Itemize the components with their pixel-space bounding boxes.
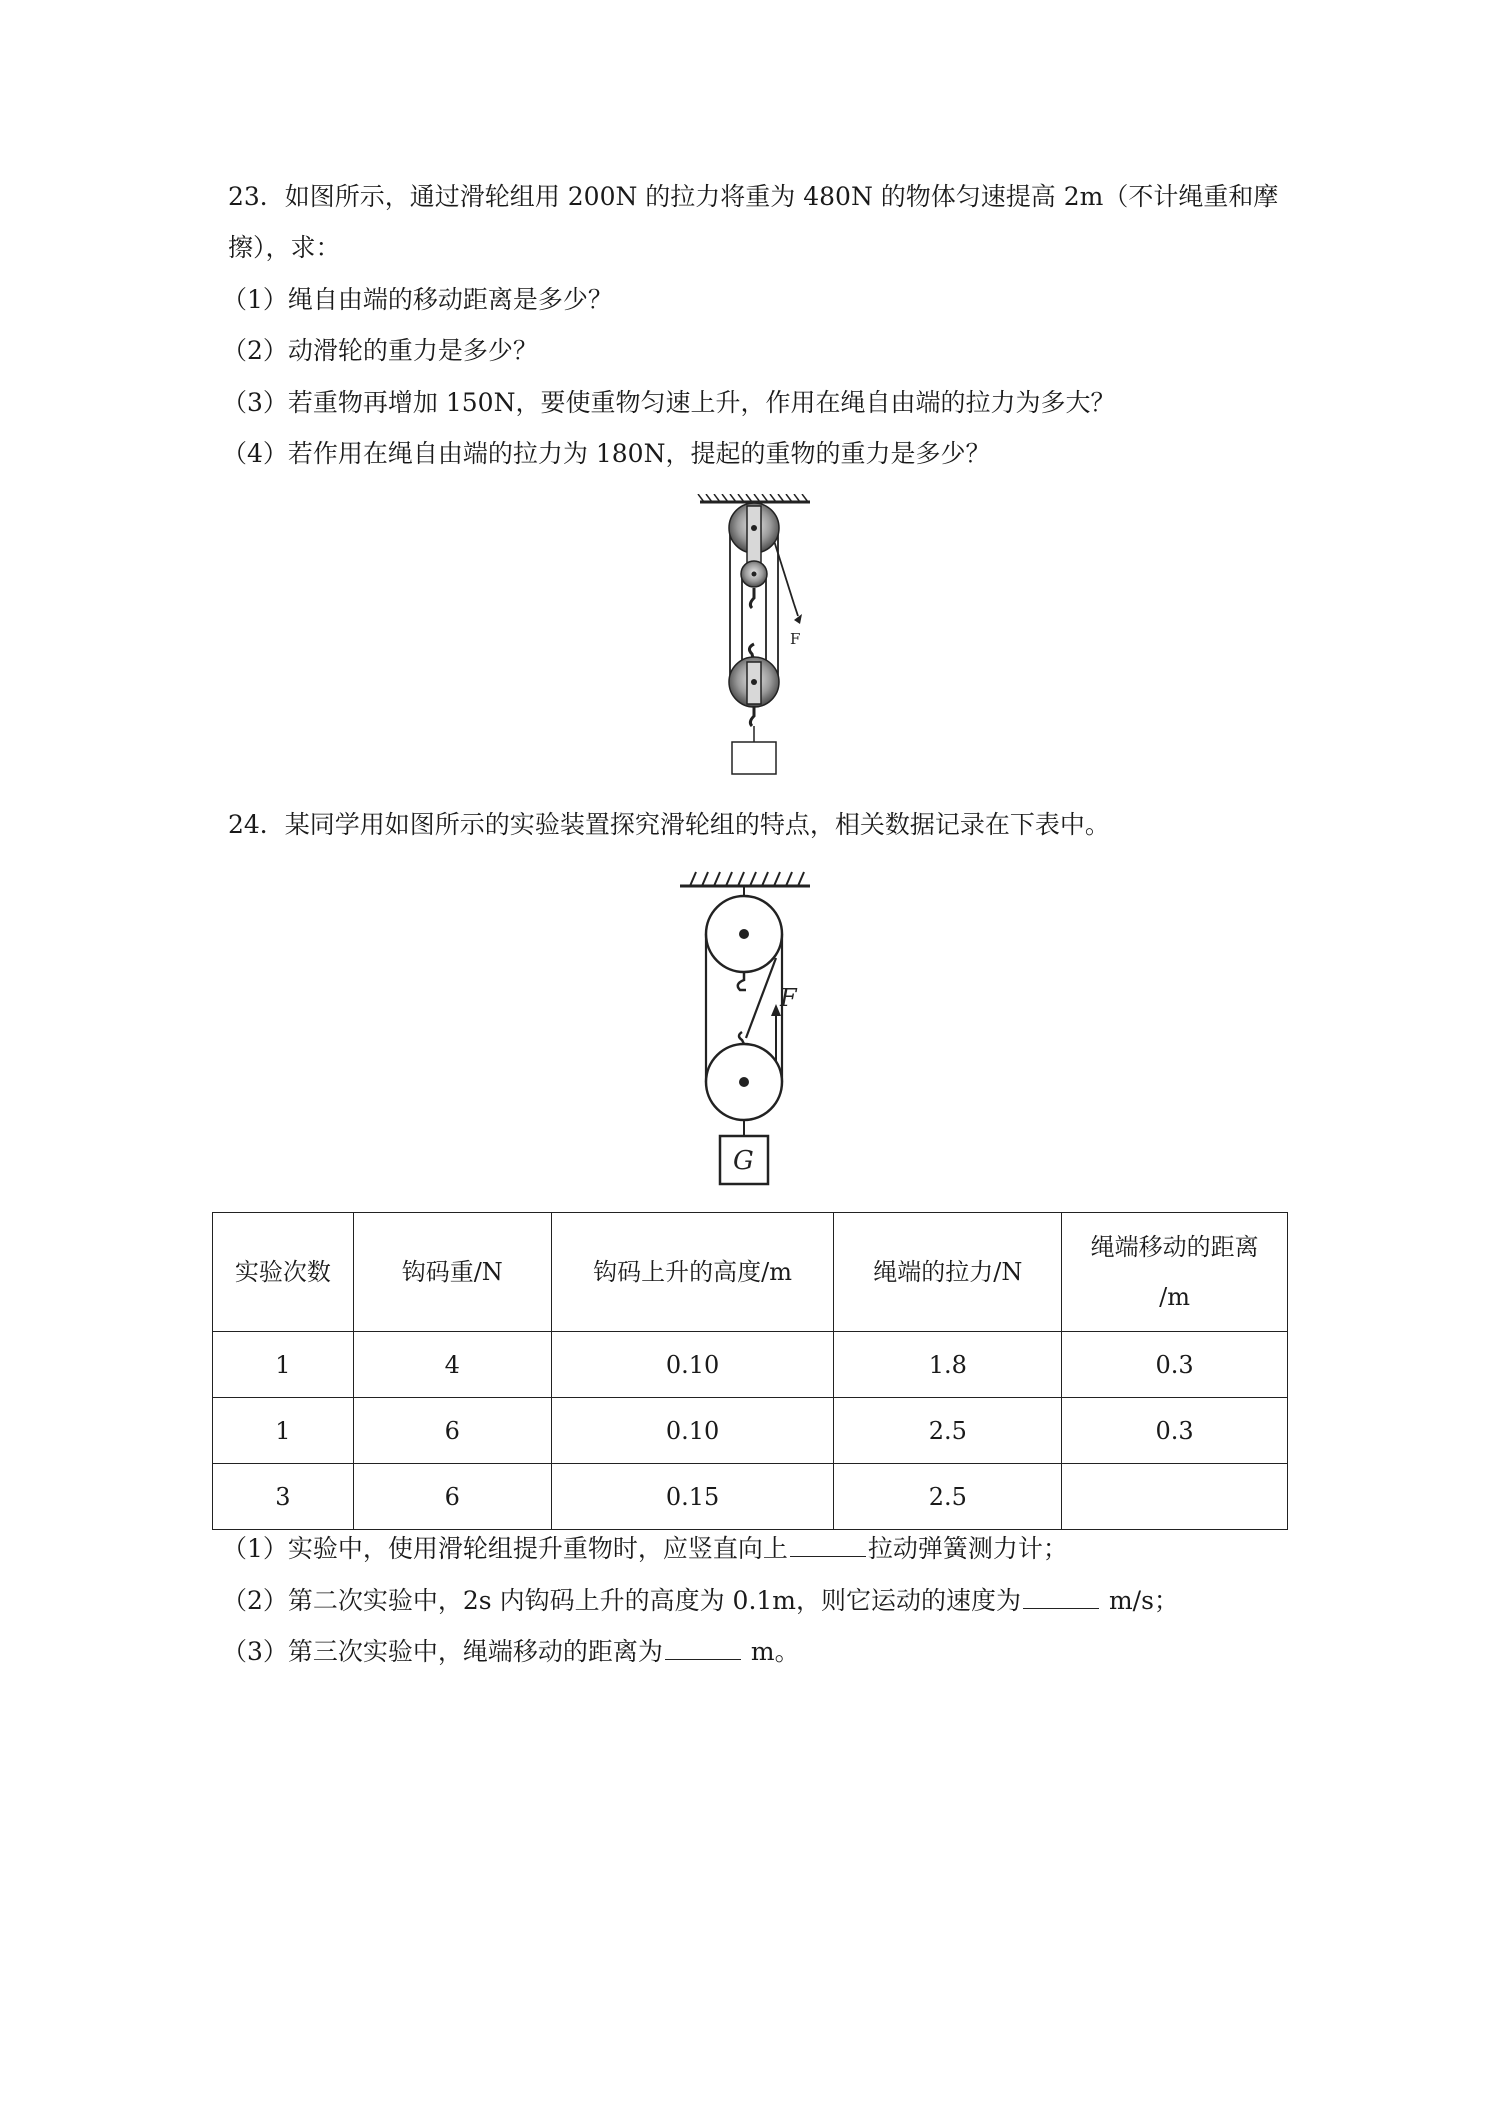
table-cell: 0.3 bbox=[1062, 1398, 1288, 1464]
table-header-row bbox=[213, 1213, 1288, 1332]
q23-part-4: （4）若作用在绳自由端的拉力为 180N，提起的重物的重力是多少？ bbox=[222, 439, 991, 468]
header-height: 钩码上升的高度/m bbox=[551, 1213, 834, 1332]
header-weight: 钩码重/N bbox=[353, 1213, 551, 1332]
table-cell: 3 bbox=[213, 1464, 354, 1530]
q24-force-label: F bbox=[780, 984, 797, 1012]
q23-stem-line2: 擦），求： bbox=[228, 233, 341, 262]
table-row bbox=[213, 1398, 1288, 1464]
q24-weight-label: G bbox=[733, 1146, 754, 1176]
q23-part-1: （1）绳自由端的移动距离是多少？ bbox=[222, 285, 613, 314]
table-cell: 0.15 bbox=[551, 1464, 834, 1530]
table-cell bbox=[1062, 1464, 1288, 1530]
q24-part-1: （1）实验中，使用滑轮组提升重物时，应竖直向上 拉动弹簧测力计； bbox=[222, 1534, 1068, 1563]
q24-pulley-figure bbox=[680, 866, 820, 1190]
table-cell: 6 bbox=[353, 1398, 551, 1464]
table-row bbox=[213, 1464, 1288, 1530]
answer-blank[interactable] bbox=[790, 1532, 866, 1557]
table-row bbox=[213, 1332, 1288, 1398]
table-cell: 1 bbox=[213, 1332, 354, 1398]
q24-intro: 24．某同学用如图所示的实验装置探究滑轮组的特点，相关数据记录在下表中。 bbox=[228, 810, 1110, 839]
q23-pulley-figure bbox=[690, 494, 830, 780]
q23-force-label: F bbox=[790, 630, 801, 648]
q24-part-3: （3）第三次实验中，绳端移动的距离为 m。 bbox=[222, 1637, 800, 1666]
q23-part-2: （2）动滑轮的重力是多少？ bbox=[222, 336, 538, 365]
q24-part-2: （2）第二次实验中，2s 内钩码上升的高度为 0.1m，则它运动的速度为 m/s； bbox=[222, 1586, 1179, 1615]
table-cell: 2.5 bbox=[834, 1464, 1062, 1530]
q23-stem-line1: 23．如图所示，通过滑轮组用 200N 的拉力将重为 480N 的物体匀速提高 2m（不计绳重和摩 bbox=[228, 182, 1279, 211]
answer-blank[interactable] bbox=[1023, 1584, 1099, 1609]
q23-part-3: （3）若重物再增加 150N，要使重物匀速上升，作用在绳自由端的拉力为多大？ bbox=[222, 388, 1116, 417]
table-cell: 0.10 bbox=[551, 1398, 834, 1464]
table-cell: 1.8 bbox=[834, 1332, 1062, 1398]
header-force: 绳端的拉力/N bbox=[834, 1213, 1062, 1332]
table-cell: 1 bbox=[213, 1398, 354, 1464]
table-cell: 0.10 bbox=[551, 1332, 834, 1398]
q24-data-table bbox=[212, 1212, 1288, 1530]
table-cell: 6 bbox=[353, 1464, 551, 1530]
header-distance: 绳端移动的距离 /m bbox=[1062, 1213, 1288, 1332]
answer-blank[interactable] bbox=[665, 1635, 741, 1660]
table-cell: 4 bbox=[353, 1332, 551, 1398]
table-cell: 2.5 bbox=[834, 1398, 1062, 1464]
header-trial: 实验次数 bbox=[213, 1213, 354, 1332]
table-cell: 0.3 bbox=[1062, 1332, 1288, 1398]
